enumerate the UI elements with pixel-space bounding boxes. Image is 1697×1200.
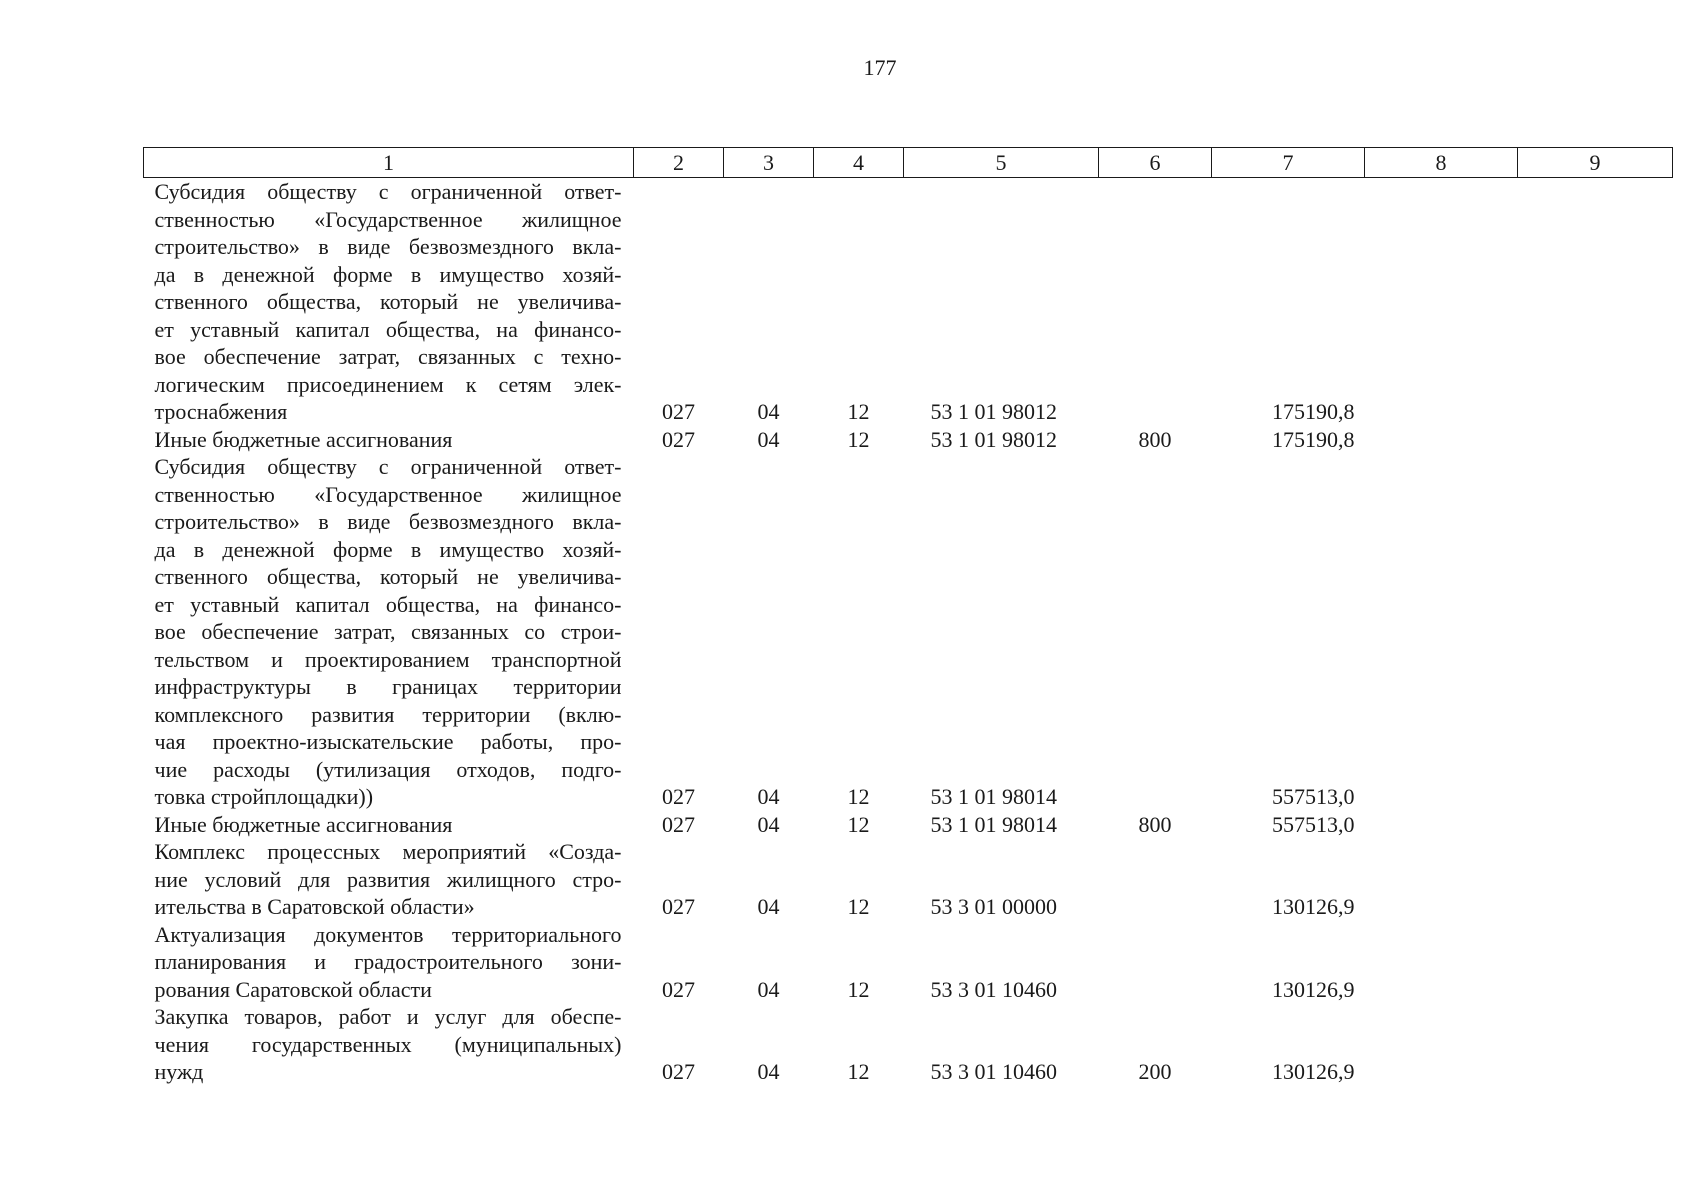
table-row xyxy=(144,426,1673,454)
table-body xyxy=(144,178,1673,1086)
expense-type-code xyxy=(1099,178,1212,426)
section-code: 04 xyxy=(757,1059,780,1084)
description-line: тельством и проектированием транспортной xyxy=(154,646,622,672)
amount-value: 130126,9 xyxy=(1272,976,1355,1002)
amount-value: 175190,8 xyxy=(1272,399,1355,424)
header-col-9: 9 xyxy=(1518,148,1673,178)
col-8-cell xyxy=(1365,178,1518,426)
description-line: троснабжения xyxy=(154,399,288,424)
target-article-code: 53 3 01 10460 xyxy=(930,1059,1057,1084)
description-line: планирования и градостроительного зони- xyxy=(154,949,622,974)
description-line: ет уставный капитал общества, на финансо- xyxy=(154,316,622,342)
header-col-6: 6 xyxy=(1099,148,1212,178)
row-description xyxy=(144,1003,634,1086)
ministry-code: 027 xyxy=(662,976,695,1002)
table-row xyxy=(144,838,1673,921)
section-code: 04 xyxy=(757,894,780,919)
subsection-code: 12 xyxy=(847,399,870,424)
col-8-cell xyxy=(1365,838,1518,921)
page-number: 177 xyxy=(863,55,897,80)
description-line: Закупка товаров, работ и услуг для обеспе- xyxy=(154,1004,622,1029)
col-8-cell xyxy=(1365,426,1518,454)
row-description xyxy=(144,921,634,1004)
section-code: 04 xyxy=(757,426,780,452)
expense-type-code: 800 xyxy=(1138,811,1172,837)
ministry-code: 027 xyxy=(662,811,695,837)
target-article-code: 53 1 01 98012 xyxy=(930,426,1057,452)
target-article-code: 53 3 01 00000 xyxy=(930,894,1057,919)
table-row xyxy=(144,453,1673,811)
description-line: ственного общества, который не увеличива- xyxy=(154,289,622,314)
description-line: Иные бюджетные ассигнования xyxy=(154,811,453,837)
table-row xyxy=(144,811,1673,839)
description-line: вое обеспечение затрат, связанных с техно- xyxy=(154,344,622,369)
row-description xyxy=(144,426,634,454)
budget-table xyxy=(143,147,1673,1086)
subsection-code: 12 xyxy=(847,894,870,919)
description-line: рования Саратовской области xyxy=(154,976,432,1002)
section-code: 04 xyxy=(757,811,780,837)
col-8-cell xyxy=(1365,811,1518,839)
section-code: 04 xyxy=(757,784,780,809)
description-line: логическим присоединением к сетям элек- xyxy=(154,371,622,397)
description-line: ственностью «Государственное жилищное xyxy=(154,206,622,232)
description-line: Субсидия обществу с ограниченной ответ- xyxy=(154,454,622,479)
description-line: строительство» в виде безвозмездного вкла- xyxy=(154,509,622,534)
ministry-code: 027 xyxy=(662,894,695,919)
description-line: Актуализация документов территориального xyxy=(154,921,622,947)
subsection-code: 12 xyxy=(847,426,870,452)
header-row xyxy=(144,148,1673,178)
row-description xyxy=(144,811,634,839)
col-9-cell xyxy=(1518,1003,1673,1086)
description-line: чая проектно-изыскательские работы, про- xyxy=(154,729,622,754)
amount-value: 130126,9 xyxy=(1272,1059,1355,1084)
col-9-cell xyxy=(1518,811,1673,839)
description-line: чие расходы (утилизация отходов, подго- xyxy=(154,756,622,782)
col-8-cell xyxy=(1365,453,1518,811)
expense-type-code xyxy=(1099,921,1212,1004)
description-line: Иные бюджетные ассигнования xyxy=(154,426,453,452)
subsection-code: 12 xyxy=(847,976,870,1002)
description-line: ственного общества, который не увеличива- xyxy=(154,564,622,589)
ministry-code: 027 xyxy=(662,426,695,452)
ministry-code: 027 xyxy=(662,399,695,424)
col-9-cell xyxy=(1518,453,1673,811)
header-col-1: 1 xyxy=(144,148,634,178)
target-article-code: 53 3 01 10460 xyxy=(930,976,1057,1002)
section-code: 04 xyxy=(757,399,780,424)
description-line: ительства в Саратовской области» xyxy=(154,894,475,919)
description-line: товка стройплощадки)) xyxy=(154,784,374,809)
description-line: ет уставный капитал общества, на финансо- xyxy=(154,591,622,617)
ministry-code: 027 xyxy=(662,784,695,809)
subsection-code: 12 xyxy=(847,784,870,809)
target-article-code: 53 1 01 98014 xyxy=(930,811,1057,837)
col-9-cell xyxy=(1518,838,1673,921)
amount-value: 130126,9 xyxy=(1272,894,1355,919)
col-9-cell xyxy=(1518,178,1673,426)
header-col-2: 2 xyxy=(634,148,724,178)
description-line: комплексного развития территории (вклю- xyxy=(154,701,622,727)
table-row xyxy=(144,1003,1673,1086)
amount-value: 557513,0 xyxy=(1272,811,1355,837)
col-8-cell xyxy=(1365,1003,1518,1086)
table-row xyxy=(144,921,1673,1004)
expense-type-code: 800 xyxy=(1138,426,1172,452)
description-line: Субсидия обществу с ограниченной ответ- xyxy=(154,179,622,204)
row-description xyxy=(144,178,634,426)
header-col-3: 3 xyxy=(724,148,814,178)
description-line: Комплекс процессных мероприятий «Созда- xyxy=(154,839,622,864)
expense-type-code xyxy=(1099,838,1212,921)
col-9-cell xyxy=(1518,921,1673,1004)
header-col-4: 4 xyxy=(814,148,904,178)
description-line: ние условий для развития жилищного стро- xyxy=(154,866,622,892)
description-line: да в денежной форме в имущество хозяй- xyxy=(154,261,622,287)
description-line: ственностью «Государственное жилищное xyxy=(154,481,622,507)
row-description xyxy=(144,453,634,811)
description-line: инфраструктуры в границах территории xyxy=(154,674,622,699)
section-code: 04 xyxy=(757,976,780,1002)
target-article-code: 53 1 01 98012 xyxy=(930,399,1057,424)
row-description xyxy=(144,838,634,921)
description-line: вое обеспечение затрат, связанных со строи- xyxy=(154,619,622,644)
subsection-code: 12 xyxy=(847,811,870,837)
header-col-8: 8 xyxy=(1365,148,1518,178)
header-col-5: 5 xyxy=(904,148,1099,178)
table-row xyxy=(144,178,1673,426)
expense-type-code xyxy=(1099,453,1212,811)
header-col-7: 7 xyxy=(1212,148,1365,178)
ministry-code: 027 xyxy=(662,1059,695,1084)
description-line: нужд xyxy=(154,1059,204,1084)
description-line: да в денежной форме в имущество хозяй- xyxy=(154,536,622,562)
target-article-code: 53 1 01 98014 xyxy=(930,784,1057,809)
description-line: чения государственных (муниципальных) xyxy=(154,1031,622,1057)
amount-value: 557513,0 xyxy=(1272,784,1355,809)
col-9-cell xyxy=(1518,426,1673,454)
table-header xyxy=(144,148,1673,178)
description-line: строительство» в виде безвозмездного вкла- xyxy=(154,234,622,259)
amount-value: 175190,8 xyxy=(1272,426,1355,452)
col-8-cell xyxy=(1365,921,1518,1004)
subsection-code: 12 xyxy=(847,1059,870,1084)
expense-type-code: 200 xyxy=(1138,1059,1172,1084)
